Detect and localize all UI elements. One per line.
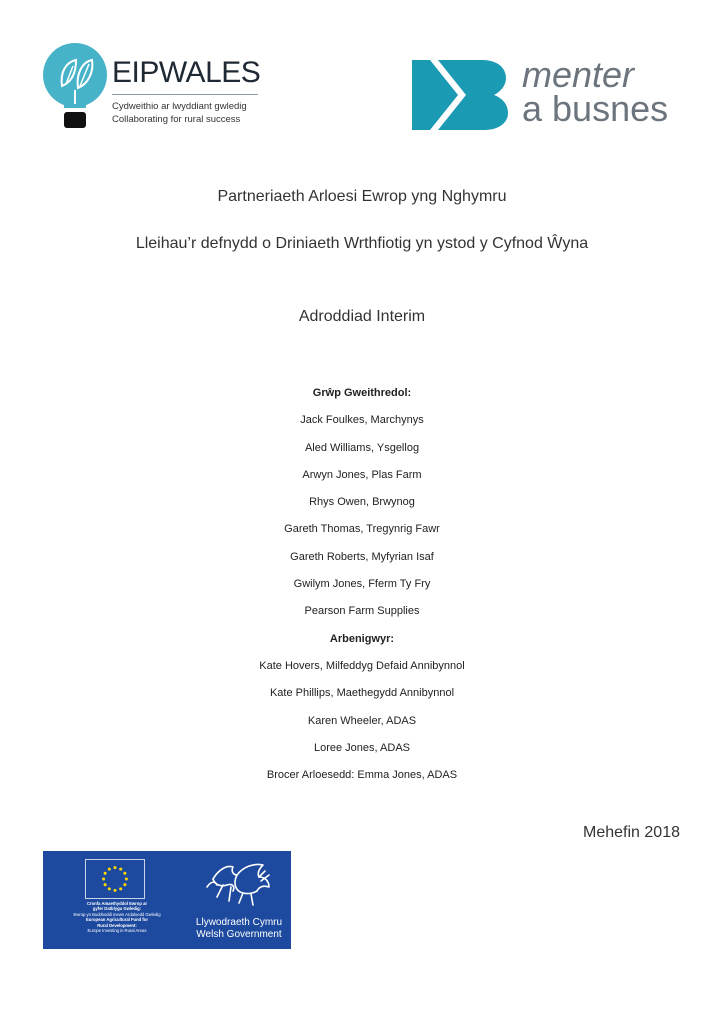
lightbulb-leaf-icon [42,42,108,132]
menter-a-busnes-mark-icon [412,60,508,130]
eip-divider [112,94,258,95]
document-title: Partneriaeth Arloesi Ewrop yng Nghymru [217,188,507,205]
welsh-dragon-icon [203,857,273,909]
list-item: Kate Hovers, Milfeddyg Defaid Annibynnol [259,659,465,672]
report-type: Adroddiad Interim [298,308,426,325]
list-item: Kate Phillips, Maethegydd Annibynnol [269,687,455,700]
welsh-government-text [189,917,289,941]
eu-flag-icon [85,859,145,899]
list-item: Gareth Thomas, Tregynrig Fawr [284,523,440,536]
document-subtitle: Lleihau’r defnydd o Driniaeth Wrthfiotig yn ystod y Cyfnod Ŵyna [135,235,589,252]
list-item: Gwilym Jones, Fferm Ty Fry [293,578,431,591]
funding-banner [43,851,291,949]
list-item: Jack Foulkes, Marchynys [300,414,424,427]
eip-tagline-welsh: Cydweithio ar lwyddiant gwledig [112,101,247,112]
menter-wordmark-line2: a busnes [522,88,669,129]
menter-a-busnes-wordmark [522,54,669,129]
eu-text-line: Europe Investing in Rural Areas [87,928,147,934]
wg-text-english: Welsh Government [196,929,282,940]
wg-text-welsh: Llywodraeth Cymru [195,917,283,928]
list-item: Aled Williams, Ysgellog [304,441,420,454]
operational-group-heading: Grŵp Gweithredol: [312,387,412,399]
menter-wordmark-line1: menter [522,54,635,95]
contributors-list [0,384,724,793]
eu-text-line: gyfer Datblygu Gwledig: [92,906,142,912]
list-item: Rhys Owen, Brwynog [309,496,415,509]
experts-heading: Arbenigwyr: [329,632,395,645]
eu-text-line: Cronfa Amaethyddol Ewrop ar [86,901,148,906]
eu-fund-text [45,901,189,933]
eu-text-line: Ewrop yn Buddsoddi mewn Ardaloedd Gwledig [73,911,161,917]
eip-wales-logo [42,42,272,132]
eip-tagline-english: Collaborating for rural success [112,114,241,125]
list-item: Karen Wheeler, ADAS [307,714,417,727]
document-date: Mehefin 2018 [583,824,680,841]
list-item: Gareth Roberts, Myfyrian Isaf [290,550,434,563]
list-item: Brocer Arloesedd: Emma Jones, ADAS [266,769,458,782]
eip-wales-wordmark: EIPWALES [112,56,261,89]
eu-text-line: Rural Development: [97,922,137,928]
menter-a-busnes-logo [412,54,684,132]
list-item: Pearson Farm Supplies [304,605,420,618]
eu-text-line: European Agricultural Fund for [86,917,148,923]
list-item: Loree Jones, ADAS [313,741,410,754]
list-item: Arwyn Jones, Plas Farm [302,468,422,481]
